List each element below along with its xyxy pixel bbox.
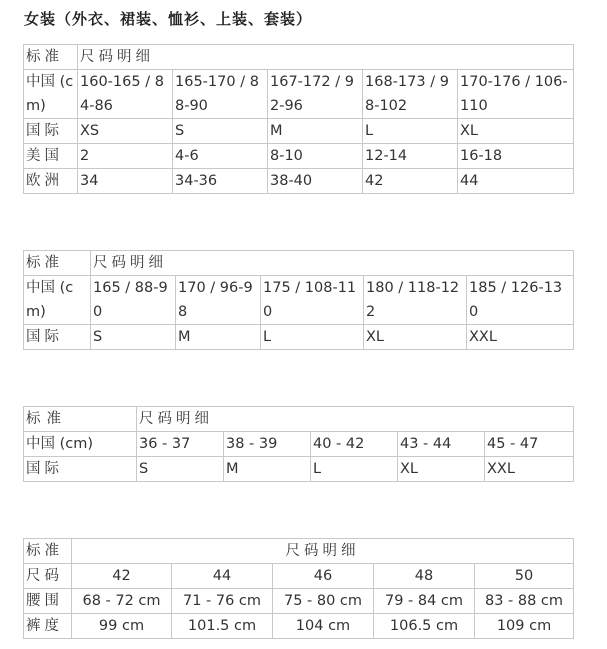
row-label: 中国 (cm) xyxy=(24,70,78,119)
table-cell: 45 - 47 xyxy=(485,432,574,457)
table-row xyxy=(24,589,574,614)
table-cell: 42 xyxy=(72,564,172,589)
table-cell: XS xyxy=(78,119,173,144)
header-standard: 标准 xyxy=(24,539,72,564)
table-cell: 185 / 126-130 xyxy=(467,276,574,325)
table-cell: M xyxy=(224,457,311,482)
table-cell: L xyxy=(363,119,458,144)
table-cell: 4-6 xyxy=(173,144,268,169)
table-row xyxy=(24,119,574,144)
table-cell: 175 / 108-110 xyxy=(261,276,364,325)
table-cell: 42 xyxy=(363,169,458,194)
table-cell: 79 - 84 cm xyxy=(374,589,475,614)
table-cell: 167-172 / 92-96 xyxy=(268,70,363,119)
table-cell: M xyxy=(176,325,261,350)
table-cell: 109 cm xyxy=(475,614,574,639)
row-label: 中国 (cm) xyxy=(24,276,91,325)
row-label: 美国 xyxy=(24,144,78,169)
table-cell: 165 / 88-90 xyxy=(91,276,176,325)
table-cell: 34 xyxy=(78,169,173,194)
row-label: 中国 (cm) xyxy=(24,432,137,457)
row-label: 裤度 xyxy=(24,614,72,639)
table-cell: 180 / 118-122 xyxy=(364,276,467,325)
table-cell: 12-14 xyxy=(363,144,458,169)
header-standard: 标准 xyxy=(24,251,91,276)
table-cell: 99 cm xyxy=(72,614,172,639)
page-title: 女装（外衣、裙装、恤衫、上装、套装） xyxy=(24,10,313,28)
table-row xyxy=(24,614,574,639)
row-label: 腰围 xyxy=(24,589,72,614)
size-table-womens xyxy=(23,44,574,194)
header-size-detail: 尺码明细 xyxy=(137,407,574,432)
table-row xyxy=(24,457,574,482)
size-table-trousers xyxy=(23,538,574,639)
size-table-shirts xyxy=(23,406,574,482)
table-cell: 44 xyxy=(172,564,273,589)
table-cell: XL xyxy=(364,325,467,350)
table-row xyxy=(24,276,574,325)
table-cell: 34-36 xyxy=(173,169,268,194)
table-cell: 106.5 cm xyxy=(374,614,475,639)
table-cell: 38-40 xyxy=(268,169,363,194)
table-cell: 165-170 / 88-90 xyxy=(173,70,268,119)
table-cell: L xyxy=(261,325,364,350)
table-cell: 71 - 76 cm xyxy=(172,589,273,614)
table-cell: 38 - 39 xyxy=(224,432,311,457)
table-cell: 40 - 42 xyxy=(311,432,398,457)
header-standard: 标准 xyxy=(24,407,137,432)
row-label: 国际 xyxy=(24,457,137,482)
table-cell: 2 xyxy=(78,144,173,169)
table-cell: 48 xyxy=(374,564,475,589)
table-cell: 170-176 / 106-110 xyxy=(458,70,574,119)
table-cell: 44 xyxy=(458,169,574,194)
table-cell: 16-18 xyxy=(458,144,574,169)
table-cell: 8-10 xyxy=(268,144,363,169)
table-row xyxy=(24,564,574,589)
table-header-row xyxy=(24,45,574,70)
table-row xyxy=(24,325,574,350)
row-label: 国际 xyxy=(24,325,91,350)
header-size-detail: 尺码明细 xyxy=(91,251,574,276)
table-cell: XXL xyxy=(485,457,574,482)
table-header-row xyxy=(24,539,574,564)
table-header-row xyxy=(24,407,574,432)
table-row xyxy=(24,144,574,169)
table-cell: S xyxy=(173,119,268,144)
table-header-row xyxy=(24,251,574,276)
table-cell: XXL xyxy=(467,325,574,350)
table-cell: XL xyxy=(398,457,485,482)
table-cell: 68 - 72 cm xyxy=(72,589,172,614)
table-cell: 104 cm xyxy=(273,614,374,639)
table-cell: 50 xyxy=(475,564,574,589)
header-size-detail: 尺码明细 xyxy=(78,45,574,70)
table-cell: 83 - 88 cm xyxy=(475,589,574,614)
size-table-mens-tops xyxy=(23,250,574,350)
table-cell: 170 / 96-98 xyxy=(176,276,261,325)
table-cell: XL xyxy=(458,119,574,144)
header-standard: 标准 xyxy=(24,45,78,70)
table-cell: S xyxy=(137,457,224,482)
table-row xyxy=(24,432,574,457)
table-cell: S xyxy=(91,325,176,350)
table-cell: 43 - 44 xyxy=(398,432,485,457)
table-row xyxy=(24,169,574,194)
table-cell: 75 - 80 cm xyxy=(273,589,374,614)
table-row xyxy=(24,70,574,119)
table-cell: 160-165 / 84-86 xyxy=(78,70,173,119)
row-label: 欧洲 xyxy=(24,169,78,194)
table-cell: L xyxy=(311,457,398,482)
table-cell: 168-173 / 98-102 xyxy=(363,70,458,119)
table-cell: 36 - 37 xyxy=(137,432,224,457)
row-label: 国际 xyxy=(24,119,78,144)
table-cell: 46 xyxy=(273,564,374,589)
table-cell: 101.5 cm xyxy=(172,614,273,639)
row-label: 尺码 xyxy=(24,564,72,589)
table-cell: M xyxy=(268,119,363,144)
header-size-detail: 尺码明细 xyxy=(72,539,574,564)
